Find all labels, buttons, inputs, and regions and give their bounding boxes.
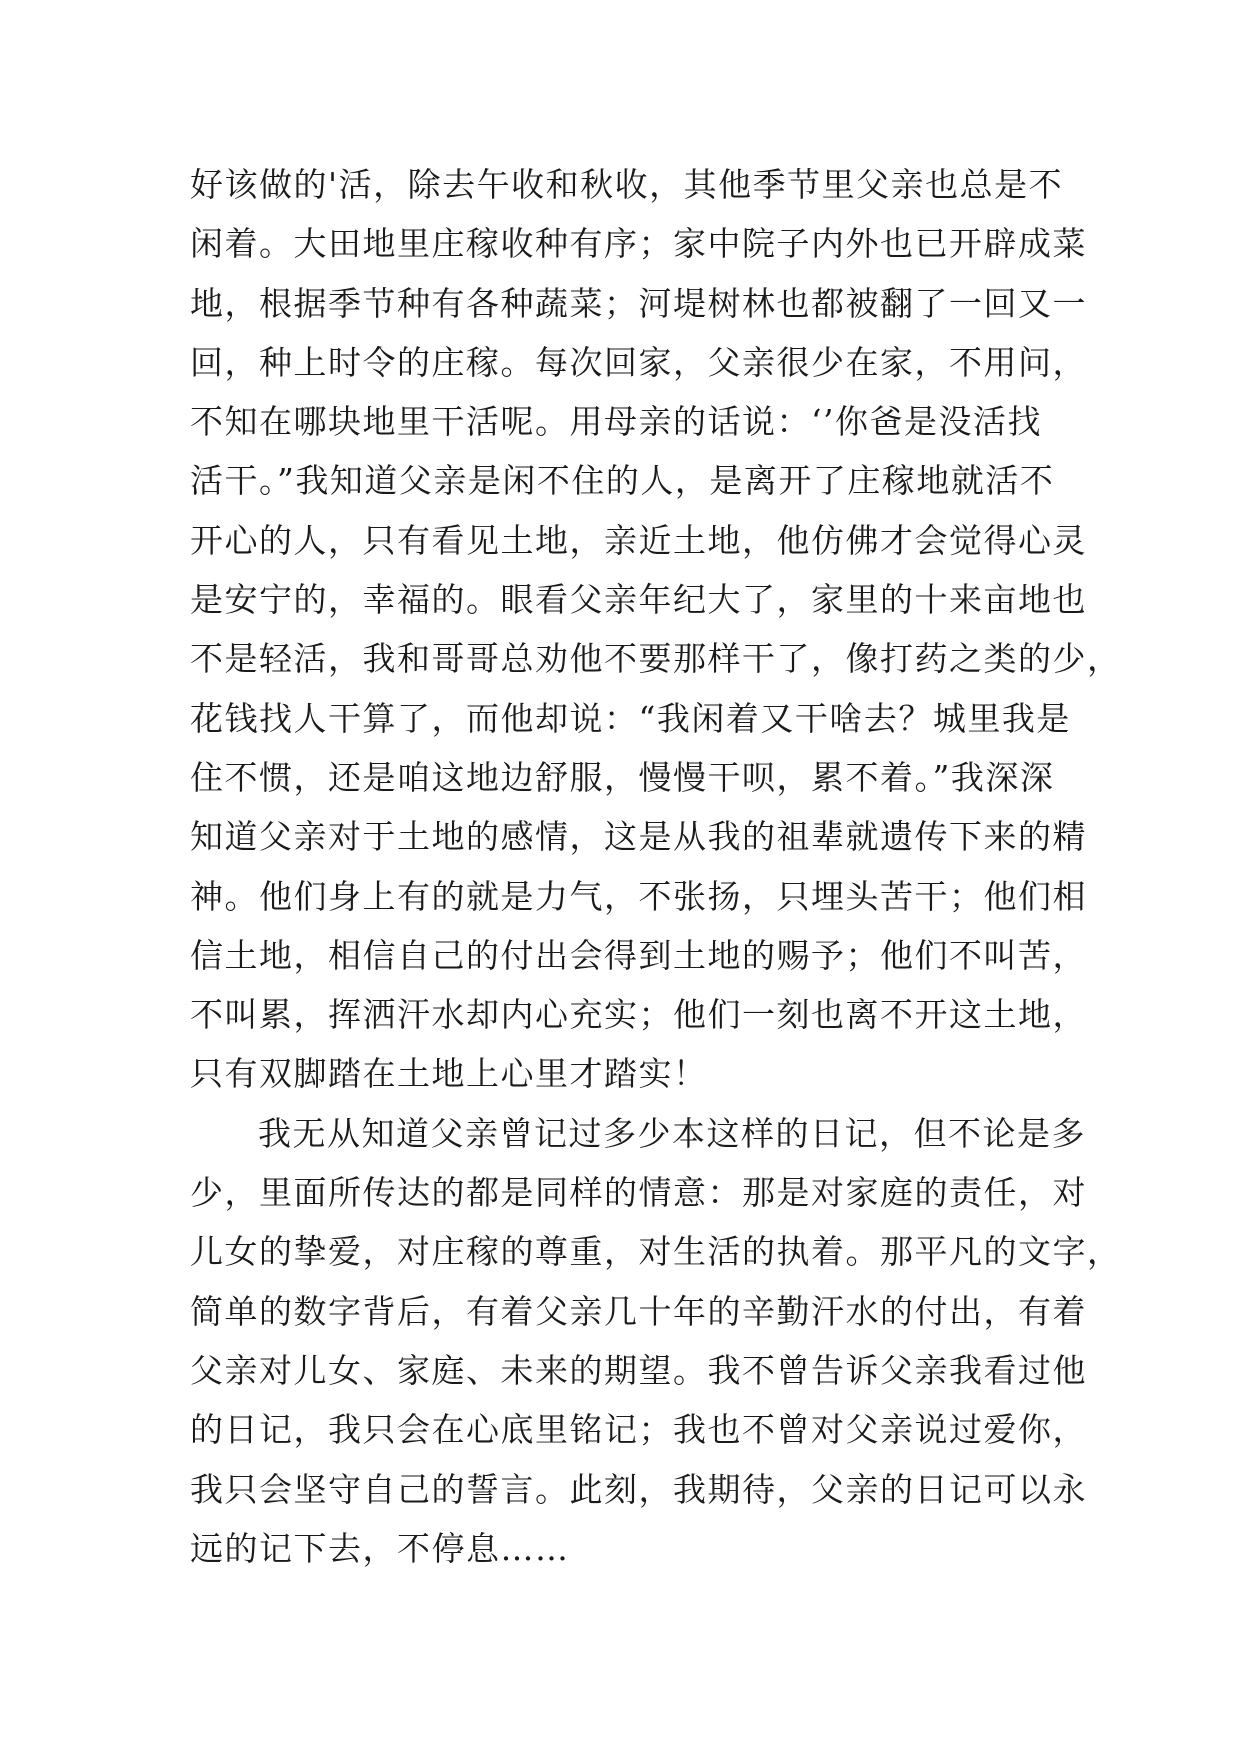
paragraph-2 [190, 1104, 1122, 1578]
text-line: 简单的数字背后，有着父亲几十年的辛勤汗水的付出，有着 [190, 1291, 1087, 1331]
text-line: 只有双脚踏在土地上心里才踏实！ [190, 1054, 708, 1094]
text-line: 少，里面所传达的都是同样的情意：那是对家庭的责任，对 [190, 1173, 1087, 1213]
text-line: 我只会坚守自己的誓言。此刻，我期待，父亲的日记可以永 [190, 1469, 1087, 1509]
text-line: 父亲对儿女、家庭、未来的期望。我不曾告诉父亲我看过他 [190, 1350, 1087, 1390]
text-line: 不叫累，挥洒汗水却内心充实；他们一刻也离不开这土地， [190, 995, 1087, 1035]
text-line: 闲着。大田地里庄稼收种有序；家中院子内外也已开辟成菜 [190, 224, 1087, 264]
paragraph-1 [190, 155, 1122, 1104]
text-line: 我无从知道父亲曾记过多少本这样的日记，但不论是多 [258, 1113, 1086, 1153]
text-line: 回，种上时令的庄稼。每次回家，父亲很少在家，不用问， [190, 342, 1087, 382]
text-line: 花钱找人干算了，而他却说：“我闲着又干啥去？城里我是 [190, 698, 1071, 738]
text-line: 地，根据季节种有各种蔬菜；河堤树林也都被翻了一回又一 [190, 283, 1087, 323]
text-line: 儿女的挚爱，对庄稼的尊重，对生活的执着。那平凡的文字， [190, 1232, 1122, 1272]
text-line: 住不惯，还是咱这地边舒服，慢慢干呗，累不着。”我深深 [190, 757, 1055, 797]
text-line: 知道父亲对于土地的感情，这是从我的祖辈就遗传下来的精 [190, 817, 1087, 857]
text-line: 开心的人，只有看见土地，亲近土地，他仿佛才会觉得心灵 [190, 520, 1087, 560]
text-line: 活干。”我知道父亲是闲不住的人，是离开了庄稼地就活不 [190, 461, 1055, 501]
text-line: 好该做的'活，除去午收和秋收，其他季节里父亲也总是不 [190, 165, 1064, 204]
body-text [190, 155, 1122, 1578]
text-line: 不知在哪块地里干活呢。用母亲的话说：‘’你爸是没活找 [190, 402, 1042, 442]
text-line: 的日记，我只会在心底里铭记；我也不曾对父亲说过爱你， [190, 1410, 1087, 1450]
text-line: 神。他们身上有的就是力气，不张扬，只埋头苦干；他们相 [190, 876, 1087, 916]
text-line: 是安宁的，幸福的。眼看父亲年纪大了，家里的十来亩地也 [190, 580, 1087, 620]
text-line: 不是轻活，我和哥哥总劝他不要那样干了，像打药之类的少， [190, 639, 1122, 679]
text-line: 远的记下去，不停息…… [190, 1528, 570, 1568]
text-line: 信土地，相信自己的付出会得到土地的赐予；他们不叫苦， [190, 935, 1087, 975]
